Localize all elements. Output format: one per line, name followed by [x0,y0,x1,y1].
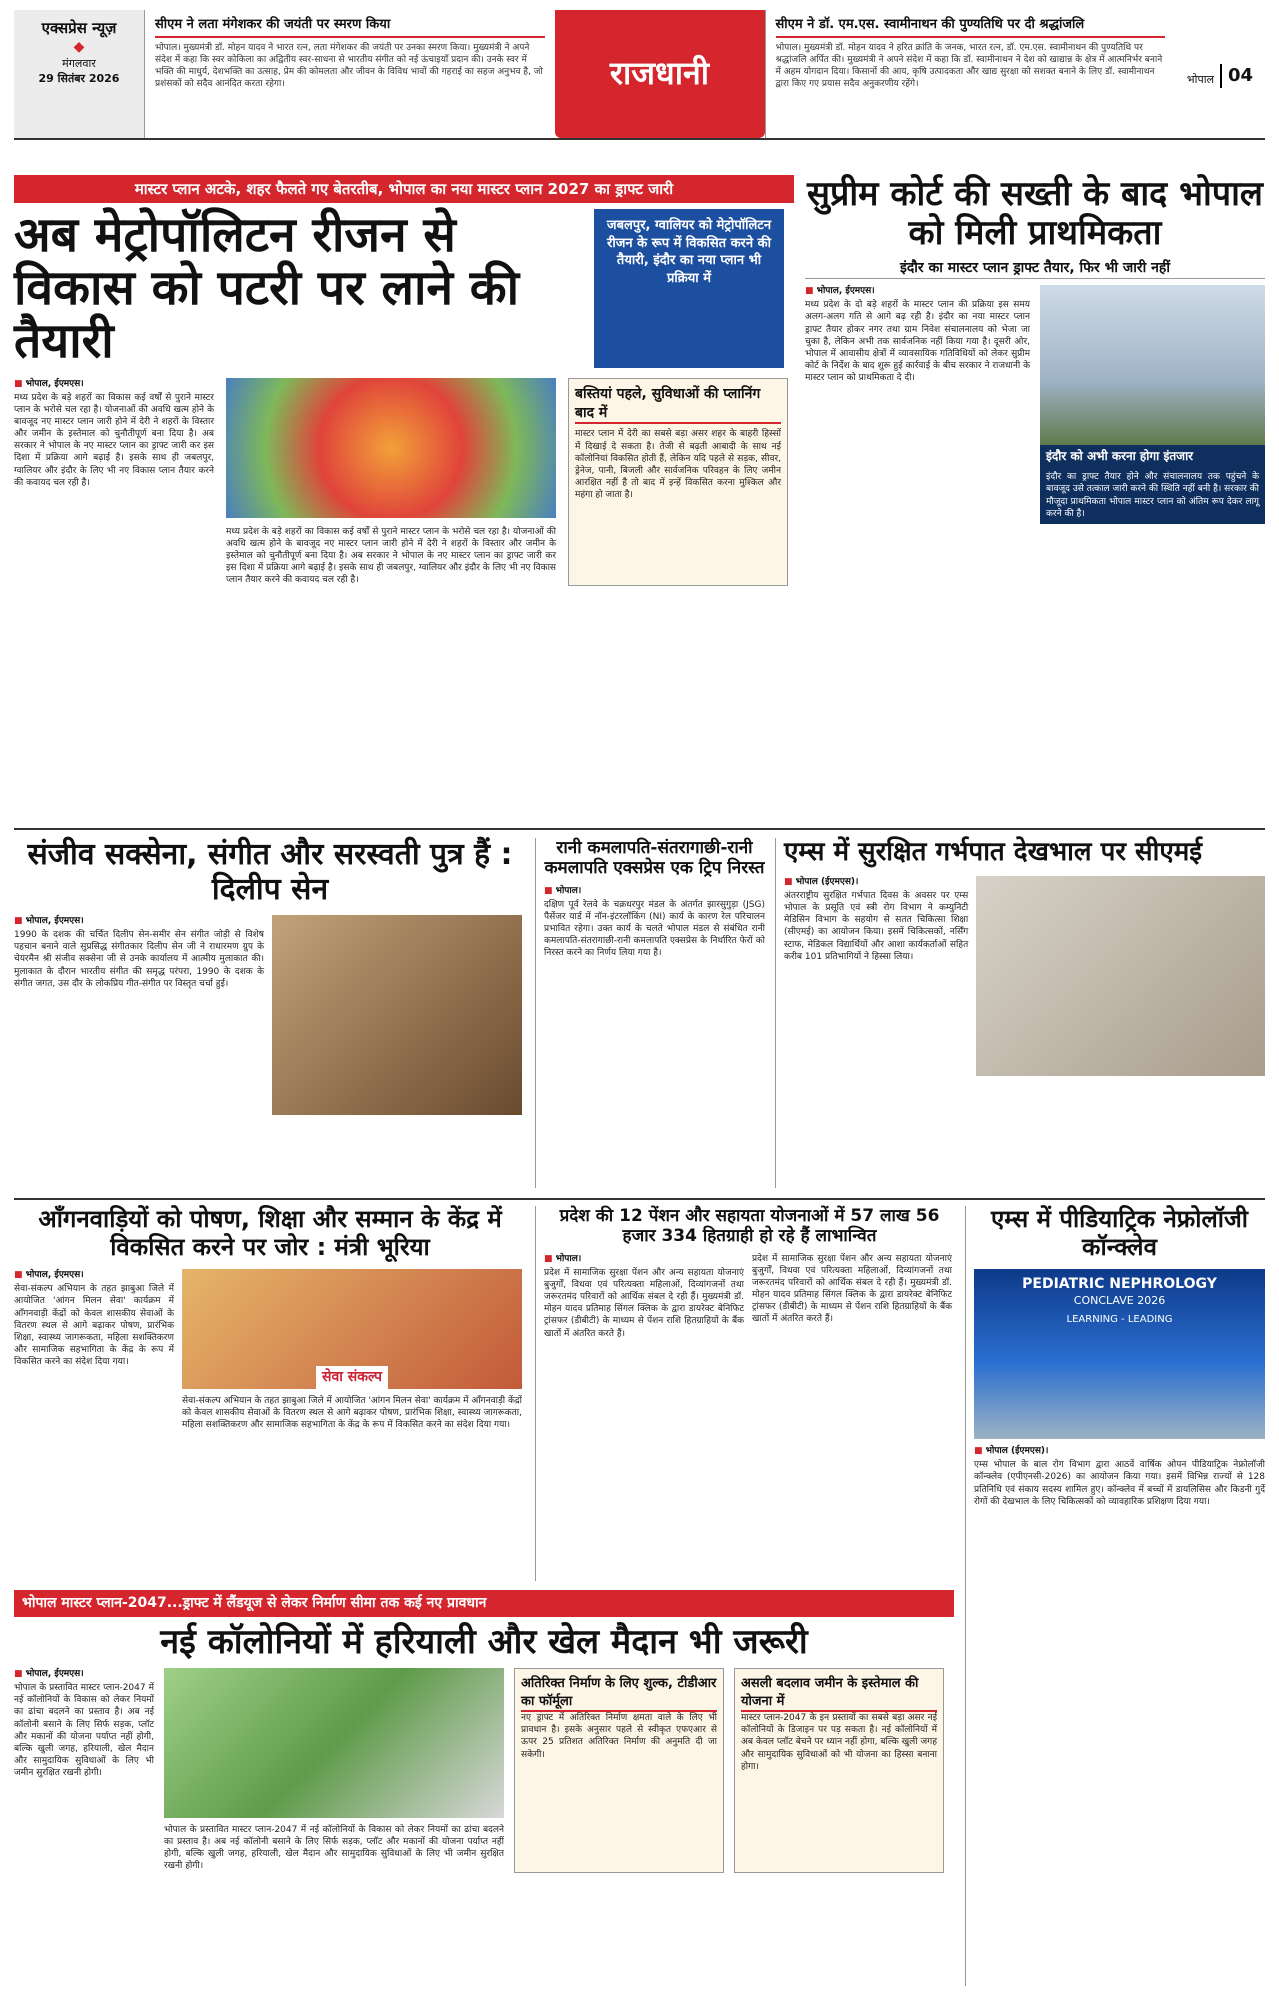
page-city: भोपाल [1186,73,1215,87]
anganwadi-text: सेवा-संकल्प अभियान के तहत झाबुआ जिले में आयोजित 'आंगन मिलन सेवा' कार्यक्रम में आँगनवाड़ी केंद्रों को केवल शासकीय सेवाओं के वितरण स्थल से आगे बढ़ाकर पोषण, प्रारंभिक शिक्षा, स्वास्थ्य जागरूकता, महिला सशक्तिकरण और सामाजिक सहभागिता के केंद्र के रूप में विकसित करने का संदेश दिया गया। [14,1284,174,1368]
supreme-story [805,175,1265,815]
lead-callout: जबलपुर, ग्वालियर को मेट्रोपॉलिटन रीजन के रूप में विकसित करने की तैयारी, इंदौर का नया प्लान भी प्रक्रिया में [594,209,784,367]
supreme-photo-caption: इंदौर को अभी करना होगा इंतजार [1040,445,1265,467]
page-number-block [1175,10,1265,138]
brand-dot-icon: ◆ [73,39,85,56]
anganwadi-banner-text: सेवा संकल्प [316,1366,388,1389]
colony-render-image [164,1668,504,1818]
peds-headline: एम्स में पीडियाट्रिक नेफ्रोलॉजी कॉन्क्लेव [990,1205,1249,1261]
colony-box1-title: अतिरिक्त निर्माण के लिए शुल्क, टीडीआर का फॉर्मूला [521,1675,717,1712]
peds-banner-tag: LEARNING - LEADING [1066,1313,1173,1325]
peds-banner-sub: CONCLAVE 2026 [1073,1294,1166,1308]
issue-date: 29 सितंबर 2026 [38,71,120,85]
pension-headline: प्रदेश की 12 पेंशन और सहायता योजनाओं में 57 लाख 56 हजार 334 हितग्राही हो रहे हैं लाभान्वित [559,1206,940,1247]
top-story-right-text: भोपाल। मुख्यमंत्री डॉ. मोहन यादव ने हरित क्रांति के जनक, भारत रत्न, डॉ. एम.एस. स्वामीनाथन की पुण्यतिथि पर श्रद्धांजलि अर्पित की। मुख्यमंत्री ने अपने संदेश में कहा कि डॉ. स्वामीनाथन ने देश को खाद्यान्न के क्षेत्र में आत्मनिर्भर बनाने में अहम योगदान दिया। किसानों की आय, कृषि उत्पादकता और खाद्य सुरक्षा को सशक्त बनाने के लिए डॉ. स्वामीनाथन द्वारा किए गए प्रयास सदैव अनुकरणीय रहेंगे। [775,42,1163,89]
lead-map-image [226,378,556,518]
sanjeev-story [14,838,526,1188]
top-story-right-title: सीएम ने डॉ. एम.एस. स्वामीनाथन की पुण्यतिथि पर दी श्रद्धांजलि [776,16,1166,38]
anganwadi-story [14,1206,526,1581]
pension-text: प्रदेश में सामाजिक सुरक्षा पेंशन और अन्य सहायता योजनाएं बुजुर्गों, विधवा एवं परित्यक्ता महिलाओं, दिव्यांगजनों तथा जरूरतमंद परिवारों को आर्थिक संबल दे रही हैं। मुख्यमंत्री डॉ. मोहन यादव प्रतिमाह सिंगल क्लिक के द्वारा डायरेक्ट बेनिफिट ट्रांसफर (डीबीटी) के माध्यम से पेंशन राशि हितग्राहियों के बैंक खातों में अंतरित करते हैं। [544,1267,744,1339]
colony-headline: नई कॉलोनियों में हरियाली और खेल मैदान भी जरूरी [160,1621,808,1662]
supreme-court-photo [1040,285,1265,445]
section-tag: राजधानी [555,10,765,138]
aiims-headline: एम्स में सुरक्षित गर्भपात देखभाल पर सीएमई [784,837,1203,867]
anganwadi-headline: आँगनवाड़ियों को पोषण, शिक्षा और सम्मान के केंद्र में विकसित करने पर जोर : मंत्री भूरिया [38,1205,502,1261]
anganwadi-photo [182,1269,522,1389]
lead-byline: ■ भोपाल, ईएमएस। [14,378,214,390]
aiims-photo [976,876,1265,1076]
lead-text: मध्य प्रदेश के बड़े शहरों का विकास कई वर्षों से पुराने मास्टर प्लान के भरोसे चल रहा है। योजनाओं की अवधि खत्म होने के बावजूद नए मास्टर प्लान जारी होने में देरी ने शहरों के विस्तार और जमीन के इस्तेमाल को चुनौतीपूर्ण बना दिया है। अब सरकार ने भोपाल के नए मास्टर प्लान का ड्राफ्ट जारी कर इस दिशा में प्रक्रिया आगे बढ़ाई है। इसके साथ ही जबलपुर, ग्वालियर और इंदौर के लिए भी नए विकास प्लान तैयार करने की कवायद चल रही है। [14,392,214,488]
brand-block [14,10,144,138]
colony-box1-text: नए ड्राफ्ट में अतिरिक्त निर्माण क्षमता वाले के लिए भी प्रावधान है। इसके अनुसार पहले से स्वीकृत एफएआर से ऊपर 25 प्रतिशत अतिरिक्त निर्माण की अनुमति दी जा सकेगी। [521,1713,717,1760]
top-story-left [144,10,555,138]
colony-bar: भोपाल मास्टर प्लान-2047...ड्राफ्ट में लैंडयूज से लेकर निर्माण सीमा तक कई नए प्रावधान [14,1590,954,1617]
lead-kicker: मास्टर प्लान अटके, शहर फैलते गए बेतरतीब, भोपाल का नया मास्टर प्लान 2027 का ड्राफ्ट जारी [14,175,794,203]
aiims-story [775,838,1265,1188]
masthead [14,10,1265,140]
lead-story [14,175,794,815]
sanjeev-headline: संजीव सक्सेना, संगीत और सरस्वती पुत्र हैं : दिलीप सेन [27,837,513,907]
anganwadi-byline: ■ भोपाल, ईएमएस। [14,1269,174,1281]
train-headline: रानी कमलापति-संतरागाछी-रानी कमलापति एक्सप्रेस एक ट्रिप निरस्त [544,838,765,879]
anganwadi-text-cont: सेवा-संकल्प अभियान के तहत झाबुआ जिले में आयोजित 'आंगन मिलन सेवा' कार्यक्रम में आँगनवाड़ी केंद्रों को केवल शासकीय सेवाओं के वितरण स्थल से आगे बढ़ाकर पोषण, प्रारंभिक शिक्षा, स्वास्थ्य जागरूकता, महिला सशक्तिकरण और सामाजिक सहभागिता के केंद्र के रूप में विकसित करने का संदेश दिया गया। [182,1396,522,1431]
pension-story [535,1206,955,1581]
colony-story [14,1590,954,1990]
sanjeev-text: 1990 के दशक की चर्चित दिलीप सेन-समीर सेन संगीत जोड़ी से विशेष पहचान बनाने वाले सुप्रसिद्ध संगीतकार दिलीप सेन जी ने राधारमण ग्रुप के चेयरमैन श्री संजीव सक्सेना जी से उनके कार्यालय में आत्मीय मुलाकात की। मुलाकात के दौरान भारतीय संगीत की समृद्ध परंपरा, 1990 के दशक के संगीत जगत, उस दौर के लोकप्रिय गीत-संगीत पर विस्तृत चर्चा हुई। [14,930,264,989]
train-story [535,838,765,1188]
supreme-byline: ■ भोपाल, ईएमएस। [805,285,1030,297]
colony-box2-title: असली बदलाव जमीन के इस्तेमाल की योजना में [741,1675,937,1712]
supreme-subhead: इंदौर का मास्टर प्लान ड्राफ्ट तैयार, फिर भी जारी नहीं [805,259,1265,279]
peds-banner-title: PEDIATRIC NEPHROLOGY [1022,1276,1217,1293]
page-number: 04 [1220,64,1253,88]
lead-sidebar-title: बस्तियां पहले, सुविधाओं की प्लानिंग बाद में [575,385,781,425]
peds-text: एम्स भोपाल के बाल रोग विभाग द्वारा आठवें वार्षिक ओपन पीडियाट्रिक नेफ्रोलॉजी कॉन्क्लेव (एपीएनसी-2026) का आयोजन किया गया। इसमें विभिन्न राज्यों से 128 प्रतिनिधि एवं संकाय सदस्य शामिल हुए। कॉन्क्लेव में बच्चों में डायलिसिस और किडनी गुर्दे रोगों की देखभाल के लिए चिकित्सकों को व्यावहारिक प्रशिक्षण दिया गया। [974,1460,1265,1507]
aiims-byline: ■ भोपाल (ईएमएस)। [784,876,968,888]
colony-box2-text: मास्टर प्लान-2047 के इन प्रस्तावों का सबसे बड़ा असर नई कॉलोनियों के डिजाइन पर पड़ सकता है। नई कॉलोनियों में अब केवल प्लॉट बेचने पर ध्यान नहीं होगा, बल्कि खुली जगह और सामुदायिक सुविधाओं को भी योजना का हिस्सा बनाना होगा। [741,1713,937,1772]
train-text: दक्षिण पूर्व रेलवे के चक्रधरपुर मंडल के अंतर्गत झारसुगुड़ा (JSG) पैसेंजर यार्ड में नॉन-इंटरलॉकिंग (NI) कार्य के कारण रेल परिचालन प्रभावित रहेगा। उक्त कार्य के चलते भोपाल मंडल से संबंधित रानी कमलापति-संतरागाछी-रानी कमलापति एक्सप्रेस के निर्धारित फेरों को निरस्त करने का निर्णय लिया गया है। [544,899,765,959]
top-story-left-text: भोपाल। मुख्यमंत्री डॉ. मोहन यादव ने भारत रत्न, लता मंगेशकर की जयंती पर उनका स्मरण किया। मुख्यमंत्री ने अपने संदेश में कहा कि स्वर कोकिला का अद्वितीय स्वर-साधना से भारतीय संगीत को नई ऊंचाइयाँ प्रदान की। उनके स्वर में भक्ति की माधुर्य, देशभक्ति का उत्साह, प्रेम की कोमलता और जीवन के विविध भावों की गहराई का सहज अनुभव है, जो प्रशंसकों को सदैव आनंदित करता रहेगा। [155,42,543,89]
peds-byline: ■ भोपाल (ईएमएस)। [974,1445,1265,1457]
supreme-text: मध्य प्रदेश के दो बड़े शहरों के मास्टर प्लान की प्रक्रिया इस समय अलग-अलग गति से आगे बढ़ रही है। इंदौर का नया मास्टर प्लान ड्राफ्ट तैयार होकर नगर तथा ग्राम निवेश संचालनालय को भेजा जा चुका है, लेकिन अभी तक सार्वजनिक नहीं किया गया है। दूसरी ओर, भोपाल में आवासीय क्षेत्रों में व्यावसायिक गतिविधियों को लेकर सुप्रीम कोर्ट के निर्देश के बाद शुरू हुई कार्रवाई के बीच सरकार ने राजधानी के मास्टर प्लान को प्राथमिकता दे दी। [805,300,1030,384]
pension-text-cont: प्रदेश में सामाजिक सुरक्षा पेंशन और अन्य सहायता योजनाएं बुजुर्गों, विधवा एवं परित्यक्ता महिलाओं, दिव्यांगजनों तथा जरूरतमंद परिवारों को आर्थिक संबल दे रही हैं। मुख्यमंत्री डॉ. मोहन यादव प्रतिमाह सिंगल क्लिक के द्वारा डायरेक्ट बेनिफिट ट्रांसफर (डीबीटी) के माध्यम से पेंशन राशि हितग्राहियों के बैंक खातों में अंतरित करते हैं। [752,1253,952,1325]
sanjeev-byline: ■ भोपाल, ईएमएस। [14,915,264,927]
supreme-headline: सुप्रीम कोर्ट की सख्ती के बाद भोपाल को मिली प्राथमिकता [807,174,1263,254]
divider-1 [14,828,1265,830]
lead-headline: अब मेट्रोपॉलिटन रीजन से विकास को पटरी पर लाने की तैयारी [14,207,520,369]
pension-byline: ■ भोपाल। [544,1253,744,1265]
sanjeev-photo [272,915,522,1115]
aiims-text: अंतरराष्ट्रीय सुरक्षित गर्भपात दिवस के अवसर पर एम्स भोपाल के प्रसूति एवं स्त्री रोग विभाग ने कम्युनिटी मेडिसिन विभाग के सहयोग से सतत चिकित्सा शिक्षा (सीएमई) का आयोजन किया। इसमें चिकित्सकों, नर्सिंग स्टाफ, मेडिकल विद्यार्थियों और आशा कार्यकर्ताओं सहित करीब 101 प्रतिभागियों ने हिस्सा लिया। [784,891,969,962]
lead-text-cont: मध्य प्रदेश के बड़े शहरों का विकास कई वर्षों से पुराने मास्टर प्लान के भरोसे चल रहा है। योजनाओं की अवधि खत्म होने के बावजूद नए मास्टर प्लान जारी होने में देरी ने शहरों के विस्तार और जमीन के इस्तेमाल को चुनौतीपूर्ण बना दिया है। अब सरकार ने भोपाल के नए मास्टर प्लान का ड्राफ्ट जारी कर इस दिशा में प्रक्रिया आगे बढ़ाई है। इसके साथ ही जबलपुर, ग्वालियर और इंदौर के लिए भी नए विकास प्लान तैयार करने की कवायद चल रही है। [226,526,556,586]
supreme-photo-text: इंदौर का ड्राफ्ट तैयार होने और संचालनालय तक पहुंचने के बावजूद उसे तत्काल जारी करने की स्थिति नहीं बनी है। सरकार की मौजूदा प्राथमिकता भोपाल मास्टर प्लान को अंतिम रूप देकर लागू करने की है। [1040,467,1265,524]
top-story-left-title: सीएम ने लता मंगेशकर की जयंती पर स्मरण किया [155,16,545,38]
top-story-right [765,10,1176,138]
peds-story [965,1206,1265,1986]
issue-day: मंगलवार [62,57,96,71]
brand-name: एक्सप्रेस न्यूज़ [41,19,117,37]
colony-text-cont: भोपाल के प्रस्तावित मास्टर प्लान-2047 में नई कॉलोनियों के विकास को लेकर नियमों का ढांचा बदलने का प्रस्ताव है। अब नई कॉलोनी बसाने के लिए सिर्फ सड़क, प्लॉट और मकानों की योजना पर्याप्त नहीं होगी, बल्कि खुली जगह, हरियाली, खेल मैदान और सामुदायिक सुविधाओं के लिए भी जमीन सुरक्षित रखनी होगी। [164,1824,504,1872]
train-byline: ■ भोपाल। [544,885,765,897]
divider-2 [14,1198,1265,1200]
colony-text: भोपाल के प्रस्तावित मास्टर प्लान-2047 में नई कॉलोनियों के विकास को लेकर नियमों का ढांचा बदलने का प्रस्ताव है। अब नई कॉलोनी बसाने के लिए सिर्फ सड़क, प्लॉट और मकानों की योजना पर्याप्त नहीं होगी, बल्कि खुली जगह, हरियाली, खेल मैदान और सामुदायिक सुविधाओं के लिए भी जमीन सुरक्षित रखनी होगी। [14,1683,154,1779]
colony-byline: ■ भोपाल, ईएमएस। [14,1668,154,1680]
lead-sidebar-text: मास्टर प्लान में देरी का सबसे बड़ा असर शहर के बाहरी हिस्सों में दिखाई दे सकता है। तेजी से बढ़ती आबादी के साथ नई कॉलोनियां विकसित होती हैं, लेकिन यदि पहले से सड़क, सीवर, ड्रेनेज, पानी, बिजली और सार्वजनिक परिवहन के लिए जमीन आरक्षित नहीं है तो बाद में इन्हें विकसित करना मुश्किल और महंगा हो जाता है। [575,429,781,501]
peds-photo [974,1269,1265,1439]
